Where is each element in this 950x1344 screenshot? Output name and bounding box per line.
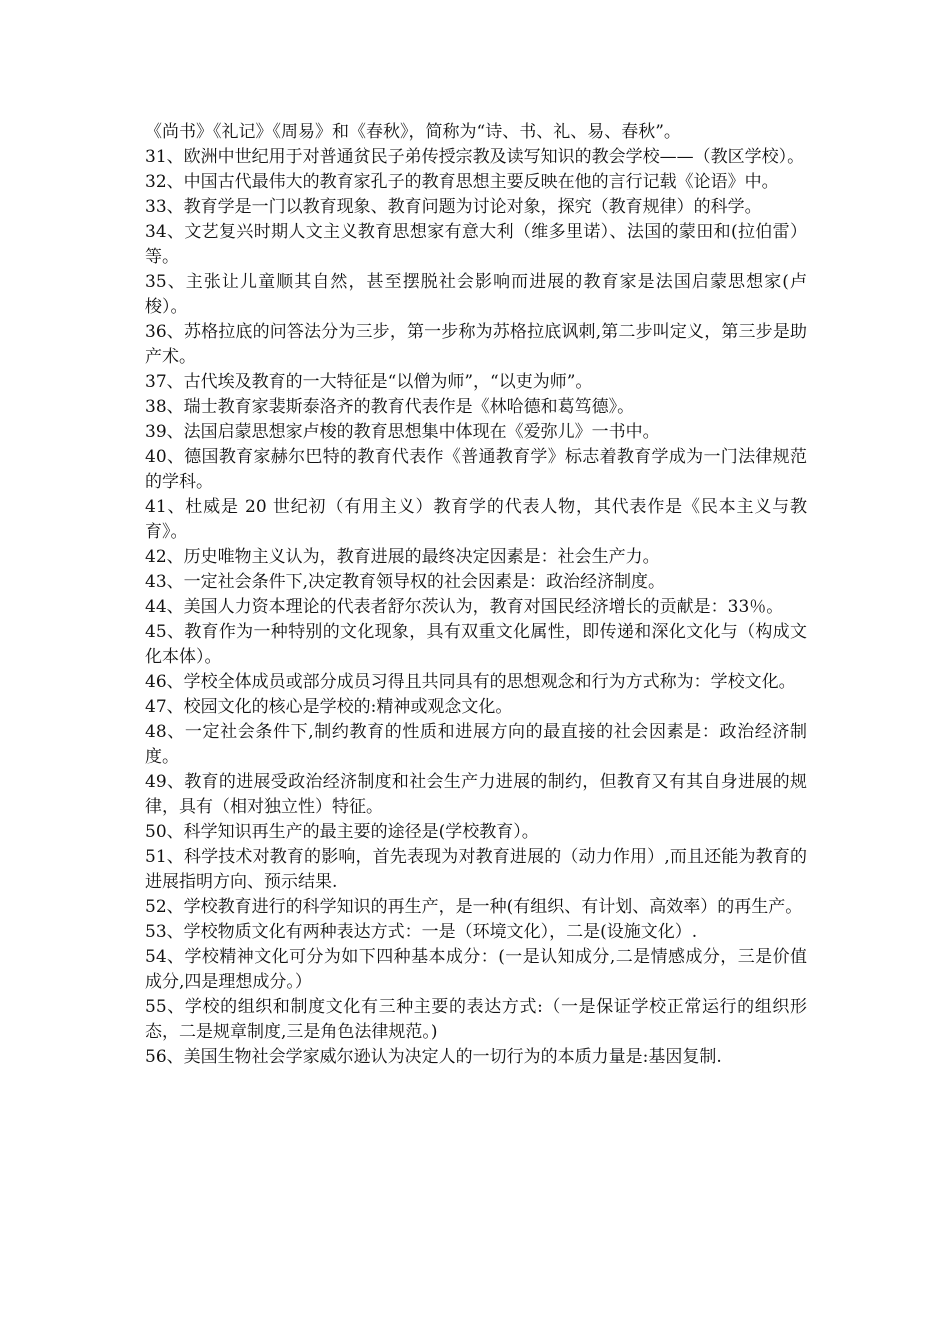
item-38: 38、瑞士教育家裴斯泰洛齐的教育代表作是《林哈德和葛笃德》。: [145, 397, 635, 417]
item-34: 34、文艺复兴时期人文主义教育思想家有意大利（维多里诺）、法国的蒙田和(拉伯雷）等。: [145, 222, 807, 267]
item-33: 33、教育学是一门以教育现象、教育问题为讨论对象，探究（教育规律）的科学。: [145, 197, 762, 217]
item-36: 36、苏格拉底的问答法分为三步，第一步称为苏格拉底讽刺,第二步叫定义，第三步是助产术。: [145, 322, 807, 367]
item-44: 44、美国人力资本理论的代表者舒尔茨认为，教育对国民经济增长的贡献是：33％。: [145, 597, 784, 617]
item-45: 45、教育作为一种特别的文化现象，具有双重文化属性，即传递和深化文化与（构成文化本体）。: [145, 622, 807, 667]
item-42: 42、历史唯物主义认为，教育进展的最终决定因素是：社会生产力。: [145, 547, 660, 567]
item-43: 43、一定社会条件下,决定教育领导权的社会因素是：政治经济制度。: [145, 572, 666, 592]
item-32: 32、中国古代最伟大的教育家孔子的教育思想主要反映在他的言行记载《论语》中。: [145, 172, 779, 192]
item-35: 35、主张让儿童顺其自然，甚至摆脱社会影响而进展的教育家是法国启蒙思想家(卢梭）。: [145, 272, 807, 317]
paragraph-intro: 《尚书》《礼记》《周易》和《春秋》，简称为“诗、书、礼、易、春秋”。: [145, 122, 681, 142]
item-50: 50、科学知识再生产的最主要的途径是(学校教育）。: [145, 822, 539, 842]
item-31: 31、欧洲中世纪用于对普通贫民子弟传授宗教及读写知识的教会学校——（教区学校）。: [145, 147, 805, 167]
item-47: 47、校园文化的核心是学校的:精神或观念文化。: [145, 697, 513, 717]
item-40: 40、德国教育家赫尔巴特的教育代表作《普通教育学》标志着教育学成为一门法律规范的学科。: [145, 447, 807, 492]
item-48: 48、一定社会条件下,制约教育的性质和进展方向的最直接的社会因素是：政治经济制度。: [145, 722, 807, 767]
item-41: 41、杜威是 20 世纪初（有用主义）教育学的代表人物，其代表作是《民本主义与教育》。: [145, 497, 807, 542]
item-54: 54、学校精神文化可分为如下四种基本成分：(一是认知成分,二是情感成分，三是价值成分,四是理想成分。）: [145, 947, 807, 992]
item-49: 49、教育的进展受政治经济制度和社会生产力进展的制约，但教育又有其自身进展的规律，具有（相对独立性）特征。: [145, 772, 807, 817]
item-52: 52、学校教育进行的科学知识的再生产，是一种(有组织、有计划、高效率）的再生产。: [145, 897, 803, 917]
item-46: 46、学校全体成员或部分成员习得且共同具有的思想观念和行为方式称为：学校文化。: [145, 672, 796, 692]
document-body: [145, 120, 807, 1070]
item-53: 53、学校物质文化有两种表达方式：一是（环境文化），二是(设施文化）.: [145, 922, 698, 942]
item-56: 56、美国生物社会学家威尔逊认为决定人的一切行为的本质力量是:基因复制.: [145, 1047, 722, 1067]
item-39: 39、法国启蒙思想家卢梭的教育思想集中体现在《爱弥儿》一书中。: [145, 422, 660, 442]
item-51: 51、科学技术对教育的影响，首先表现为对教育进展的（动力作用）,而且还能为教育的进展指明方向、预示结果.: [145, 847, 807, 892]
item-37: 37、古代埃及教育的一大特征是“以僧为师”，“以吏为师”。: [145, 372, 593, 392]
item-55: 55、学校的组织和制度文化有三种主要的表达方式:（一是保证学校正常运行的组织形态，二是规章制度,三是角色法律规范。): [145, 997, 807, 1042]
